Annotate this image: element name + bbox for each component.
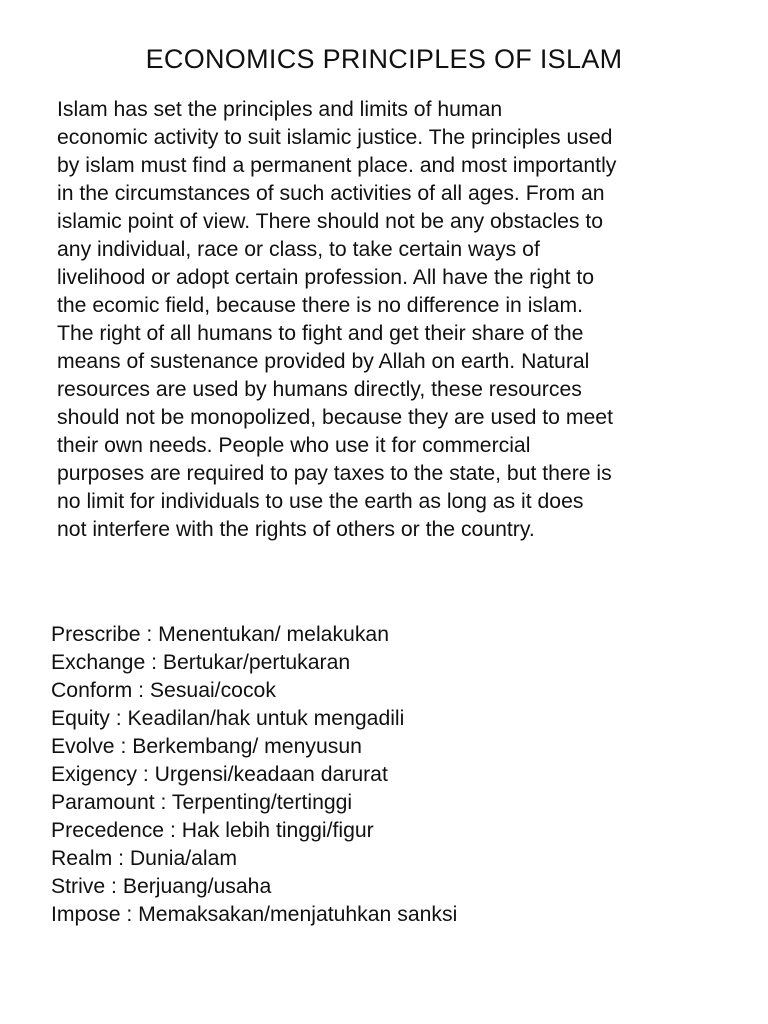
paragraph-line: should not be monopolized, because they are used to meet: [57, 406, 613, 429]
paragraph-line: not interfere with the rights of others or the country.: [57, 518, 535, 541]
paragraph-line: the ecomic field, because there is no difference in islam.: [57, 294, 584, 317]
paragraph-line: means of sustenance provided by Allah on earth. Natural: [57, 350, 590, 373]
paragraph-line: resources are used by humans directly, these resources: [57, 378, 582, 401]
glossary-item: Exchange : Bertukar/pertukaran: [51, 651, 351, 674]
paragraph-line: islamic point of view. There should not be any obstacles to: [57, 210, 604, 233]
paragraph-line: The right of all humans to fight and get their share of the: [57, 322, 584, 345]
glossary-item: Evolve : Berkembang/ menyusun: [51, 735, 362, 758]
glossary-item: Prescribe : Menentukan/ melakukan: [51, 623, 389, 646]
glossary-list: [51, 621, 731, 929]
glossary-item: Precedence : Hak lebih tinggi/figur: [51, 819, 374, 842]
glossary-item: Impose : Memaksakan/menjatuhkan sanksi: [51, 903, 458, 926]
paragraph-line: livelihood or adopt certain profession. All have the right to: [57, 266, 595, 289]
glossary-item: Conform : Sesuai/cocok: [51, 679, 276, 702]
paragraph-line: purposes are required to pay taxes to the state, but there is: [57, 462, 612, 485]
glossary-item: Realm : Dunia/alam: [51, 847, 238, 870]
body-paragraph: [57, 96, 722, 544]
document-title: ECONOMICS PRINCIPLES OF ISLAM: [145, 44, 623, 74]
glossary-item: Paramount : Terpenting/tertinggi: [51, 791, 353, 814]
paragraph-line: in the circumstances of such activities of all ages. From an: [57, 182, 605, 205]
paragraph-line: their own needs. People who use it for commercial: [57, 434, 531, 457]
paragraph-line: economic activity to suit islamic justice. The principles used: [57, 126, 613, 149]
glossary-item: Strive : Berjuang/usaha: [51, 875, 272, 898]
glossary-item: Exigency : Urgensi/keadaan darurat: [51, 763, 388, 786]
paragraph-line: by islam must find a permanent place. and most importantly: [57, 154, 617, 177]
paragraph-line: any individual, race or class, to take certain ways of: [57, 238, 540, 261]
paragraph-line: no limit for individuals to use the earth as long as it does: [57, 490, 584, 513]
paragraph-line: Islam has set the principles and limits of human: [57, 98, 503, 121]
glossary-item: Equity : Keadilan/hak untuk mengadili: [51, 707, 405, 730]
